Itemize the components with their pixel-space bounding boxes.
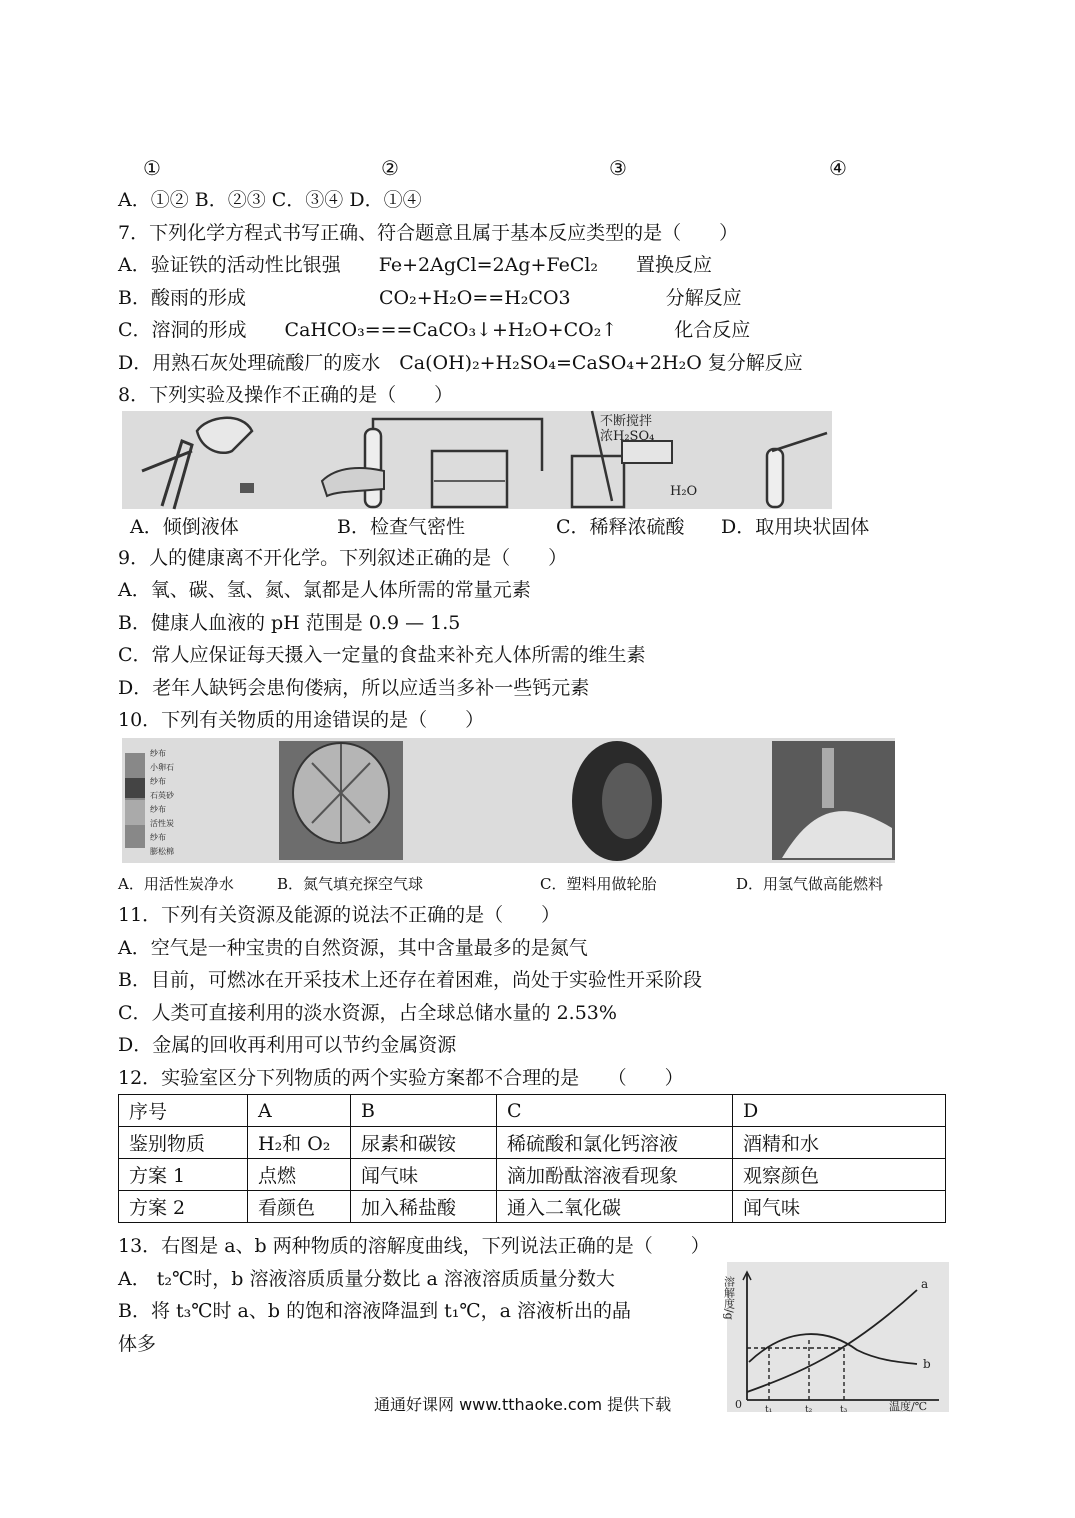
solubility-graph — [722, 1262, 949, 1415]
q8-option-a: A．倾倒液体 — [130, 516, 239, 538]
filter-label-4: 石英砂 — [150, 791, 174, 800]
q11-option-a: A．空气是一种宝贵的自然资源，其中含量最多的是氮气 — [118, 937, 588, 959]
q8-stem: 8．下列实验及操作不正确的是（ ） — [118, 384, 454, 406]
table-cell: 方案 2 — [119, 1191, 248, 1223]
table-row — [119, 1127, 946, 1159]
graph-ylabel: 溶解度/g — [722, 1276, 736, 1320]
tick-t2: t₂ — [805, 1405, 813, 1415]
filter-label-3: 纱布 — [150, 777, 166, 786]
solubility-graph-drawing — [722, 1262, 949, 1415]
figure-label-4: ④ — [829, 156, 847, 180]
q8-option-d: D．取用块状固体 — [721, 516, 870, 538]
q8-option-c: C．稀释浓硫酸 — [556, 516, 685, 538]
q11-stem: 11．下列有关资源及能源的说法不正确的是（ ） — [118, 904, 561, 926]
table-cell: 通入二氧化碳 — [497, 1191, 733, 1223]
table-cell: H₂和 O₂ — [248, 1127, 351, 1159]
q8-experiment-drawing — [122, 411, 832, 509]
q8-label-acid: 浓H₂SO₄ — [600, 429, 655, 444]
curve-b-label: b — [923, 1357, 931, 1371]
table-cell: 闻气味 — [351, 1159, 497, 1191]
table-cell: 序号 — [119, 1095, 248, 1127]
table-cell: 闻气味 — [733, 1191, 946, 1223]
figure-label-3: ③ — [609, 156, 627, 180]
q12-stem: 12．实验室区分下列物质的两个实验方案都不合理的是 （ ） — [118, 1067, 684, 1089]
table-cell: C — [497, 1095, 733, 1127]
q13-stem: 13．右图是 a、b 两种物质的溶解度曲线，下列说法正确的是（ ） — [118, 1235, 710, 1257]
filter-label-1: 纱布 — [150, 749, 166, 758]
q10-stem: 10．下列有关物质的用途错误的是（ ） — [118, 709, 485, 731]
q11-option-d: D．金属的回收再利用可以节约金属资源 — [118, 1034, 457, 1056]
q12-table — [118, 1094, 946, 1223]
table-cell: 滴加酚酞溶液看现象 — [497, 1159, 733, 1191]
table-row — [119, 1191, 946, 1223]
q7-option-b: B．酸雨的形成 CO₂+H₂O==H₂CO3 分解反应 — [118, 287, 742, 309]
table-cell: 加入稀盐酸 — [351, 1191, 497, 1223]
tick-t3: t₃ — [840, 1405, 848, 1415]
q6-options: A．①② B．②③ C．③④ D．①④ — [118, 189, 422, 211]
q8-label-water: H₂O — [670, 484, 698, 499]
table-cell: 观察颜色 — [733, 1159, 946, 1191]
filter-label-6: 活性炭 — [150, 819, 174, 828]
q7-option-c: C．溶洞的形成 CaHCO₃===CaCO₃↓+H₂O+CO₂↑ 化合反应 — [118, 319, 751, 341]
q13-option-b-line1: B．将 t₃℃时 a、b 的饱和溶液降温到 t₁℃，a 溶液析出的晶 — [118, 1300, 631, 1322]
q8-label-stir: 不断搅拌 — [600, 414, 653, 429]
table-cell: 尿素和碳铵 — [351, 1127, 497, 1159]
table-row — [119, 1095, 946, 1127]
figure-label-1: ① — [143, 156, 161, 180]
q11-option-b: B．目前，可燃冰在开采技术上还存在着困难，尚处于实验性开采阶段 — [118, 969, 702, 991]
q13-option-b-line2: 体多 — [118, 1333, 157, 1355]
q7-stem: 7．下列化学方程式书写正确、符合题意且属于基本反应类型的是（ ） — [118, 222, 739, 244]
q7-option-d: D．用熟石灰处理硫酸厂的废水 Ca(OH)₂+H₂SO₄=CaSO₄+2H₂O 复分解反应 — [118, 352, 803, 374]
graph-origin: 0 — [735, 1398, 742, 1411]
filter-label-2: 小卵石 — [150, 763, 174, 772]
q9-stem: 9．人的健康离不开化学。下列叙述正确的是（ ） — [118, 547, 568, 569]
q9-option-d: D．老年人缺钙会患佝偻病，所以应适当多补一些钙元素 — [118, 677, 590, 699]
q10-photo-strip — [122, 738, 895, 863]
q10-option-d: D．用氢气做高能燃料 — [736, 875, 884, 893]
figure-label-2: ② — [381, 156, 399, 180]
q10-option-a: A．用活性炭净水 — [118, 875, 234, 893]
table-cell: 点燃 — [248, 1159, 351, 1191]
table-cell: 方案 1 — [119, 1159, 248, 1191]
graph-xlabel: 温度/℃ — [889, 1400, 928, 1413]
table-cell: 稀硫酸和氯化钙溶液 — [497, 1127, 733, 1159]
q9-option-a: A．氧、碳、氢、氮、氯都是人体所需的常量元素 — [118, 579, 531, 601]
q7-option-a: A．验证铁的活动性比银强 Fe+2AgCl=2Ag+FeCl₂ 置换反应 — [118, 254, 713, 276]
q13-option-a: A． t₂℃时，b 溶液溶质质量分数比 a 溶液溶质质量分数大 — [118, 1268, 615, 1290]
q10-photo-drawing — [122, 738, 895, 863]
q10-option-c: C．塑料用做轮胎 — [540, 875, 657, 893]
table-cell: 鉴别物质 — [119, 1127, 248, 1159]
filter-label-8: 膨松棉 — [150, 847, 174, 856]
filter-label-5: 纱布 — [150, 805, 166, 814]
q10-option-b: B．氮气填充探空气球 — [277, 875, 424, 893]
q9-option-c: C．常人应保证每天摄入一定量的食盐来补充人体所需的维生素 — [118, 644, 646, 666]
table-row — [119, 1159, 946, 1191]
q8-experiment-figure — [122, 411, 832, 509]
table-cell: D — [733, 1095, 946, 1127]
table-cell: 看颜色 — [248, 1191, 351, 1223]
filter-label-7: 纱布 — [150, 833, 166, 842]
table-cell: 酒精和水 — [733, 1127, 946, 1159]
q9-option-b: B．健康人血液的 pH 范围是 0.9 — 1.5 — [118, 612, 461, 634]
footer-source: 通通好课网 www.tthaoke.com 提供下载 — [374, 1395, 672, 1414]
table-cell: A — [248, 1095, 351, 1127]
curve-a-label: a — [921, 1277, 929, 1291]
q11-option-c: C．人类可直接利用的淡水资源，占全球总储水量的 2.53% — [118, 1002, 617, 1024]
q8-option-b: B．检查气密性 — [337, 516, 465, 538]
tick-t1: t₁ — [765, 1405, 773, 1415]
table-cell: B — [351, 1095, 497, 1127]
